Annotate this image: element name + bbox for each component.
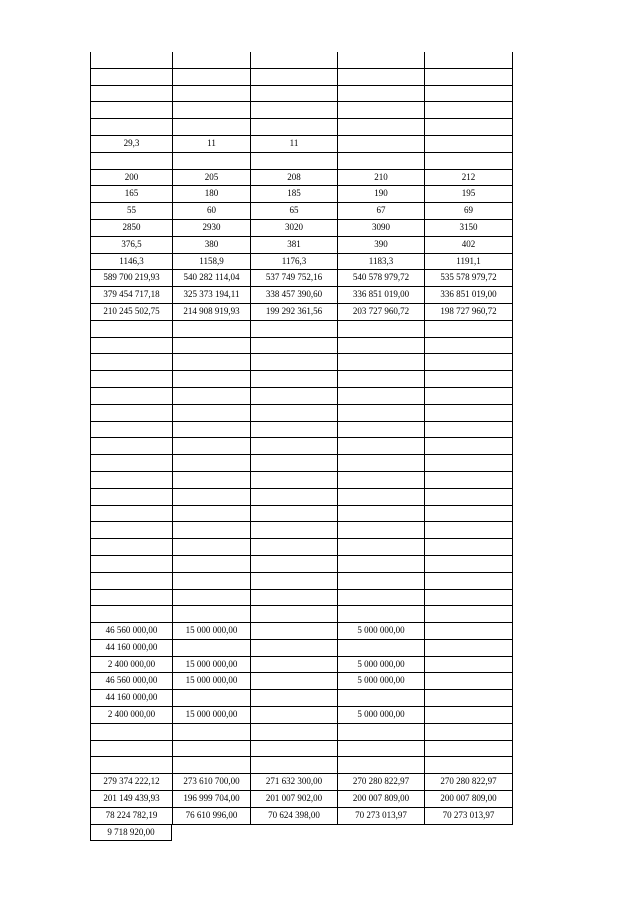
table-row	[90, 455, 513, 472]
table-cell[interactable]	[337, 539, 424, 555]
table-cell[interactable]: 29,3	[90, 136, 172, 152]
table-cell[interactable]: 540 282 114,04	[172, 270, 250, 286]
table-cell[interactable]: 379 454 717,18	[90, 287, 172, 303]
table-cell[interactable]: 69	[424, 203, 513, 219]
table-cell[interactable]: 2850	[90, 220, 172, 236]
table-cell[interactable]	[337, 69, 424, 85]
table-cell[interactable]	[172, 506, 250, 522]
table-cell[interactable]	[172, 455, 250, 471]
table-cell[interactable]: 70 273 013,97	[337, 808, 424, 824]
table-cell[interactable]: 336 851 019,00	[337, 287, 424, 303]
table-cell[interactable]	[90, 86, 172, 102]
table-cell[interactable]	[337, 690, 424, 706]
table-cell[interactable]	[250, 405, 337, 421]
table-cell[interactable]	[90, 472, 172, 488]
table-cell[interactable]: 196 999 704,00	[172, 791, 250, 807]
table-cell[interactable]	[337, 119, 424, 135]
table-row	[90, 472, 513, 489]
table-cell[interactable]	[172, 438, 250, 454]
table-row	[90, 539, 513, 556]
table-cell[interactable]	[172, 321, 250, 337]
table-cell[interactable]	[424, 422, 513, 438]
table-cell[interactable]	[424, 741, 513, 757]
table-cell[interactable]	[337, 472, 424, 488]
table-cell[interactable]	[90, 371, 172, 387]
table-cell[interactable]	[90, 405, 172, 421]
table-cell[interactable]: 205	[172, 170, 250, 186]
table-cell[interactable]: 203 727 960,72	[337, 304, 424, 320]
table-cell[interactable]: 214 908 919,93	[172, 304, 250, 320]
table-cell[interactable]: 15 000 000,00	[172, 673, 250, 689]
table-cell[interactable]: 67	[337, 203, 424, 219]
table-cell[interactable]	[250, 102, 337, 118]
table-cell[interactable]	[172, 102, 250, 118]
table-cell[interactable]	[424, 455, 513, 471]
table-cell[interactable]	[90, 388, 172, 404]
table-cell[interactable]	[90, 522, 172, 538]
table-cell[interactable]: 198 727 960,72	[424, 304, 513, 320]
table-cell[interactable]	[424, 405, 513, 421]
table-cell[interactable]: 2930	[172, 220, 250, 236]
table-cell[interactable]	[172, 86, 250, 102]
table-cell[interactable]	[250, 573, 337, 589]
table-cell[interactable]	[90, 590, 172, 606]
table-cell[interactable]	[424, 136, 513, 152]
table-cell[interactable]: 2 400 000,00	[90, 657, 172, 673]
table-cell[interactable]	[172, 472, 250, 488]
table-cell[interactable]	[172, 338, 250, 354]
table-cell[interactable]	[424, 86, 513, 102]
table-cell[interactable]: 3090	[337, 220, 424, 236]
table-cell[interactable]	[90, 438, 172, 454]
table-row	[90, 657, 513, 674]
table-cell[interactable]	[250, 657, 337, 673]
table-cell[interactable]: 270 280 822,97	[337, 774, 424, 790]
table-cell[interactable]	[337, 573, 424, 589]
table-row	[90, 573, 513, 590]
table-cell[interactable]	[250, 707, 337, 723]
table-cell[interactable]: 60	[172, 203, 250, 219]
table-row	[90, 136, 513, 153]
table-row	[90, 354, 513, 371]
table-cell[interactable]: 380	[172, 237, 250, 253]
table-cell[interactable]	[90, 489, 172, 505]
table-cell[interactable]	[90, 606, 172, 622]
table-cell[interactable]	[337, 338, 424, 354]
table-cell[interactable]	[250, 489, 337, 505]
table-cell[interactable]	[424, 673, 513, 689]
table-row	[90, 186, 513, 203]
table-row	[90, 489, 513, 506]
table-cell[interactable]	[250, 119, 337, 135]
table-cell[interactable]	[424, 506, 513, 522]
table-row	[90, 438, 513, 455]
table-cell[interactable]	[172, 52, 250, 68]
table-cell[interactable]	[172, 388, 250, 404]
table-cell[interactable]	[337, 506, 424, 522]
table-cell[interactable]	[250, 522, 337, 538]
table-cell[interactable]: 65	[250, 203, 337, 219]
table-cell[interactable]	[337, 741, 424, 757]
table-cell[interactable]	[90, 69, 172, 85]
table-row	[90, 405, 513, 422]
table-cell[interactable]	[172, 522, 250, 538]
table-cell[interactable]	[424, 489, 513, 505]
table-cell[interactable]	[90, 102, 172, 118]
table-cell[interactable]	[424, 52, 513, 68]
table-row	[90, 153, 513, 170]
table-cell[interactable]: 1183,3	[337, 254, 424, 270]
table-cell[interactable]	[250, 539, 337, 555]
table-cell[interactable]	[424, 707, 513, 723]
table-cell[interactable]: 199 292 361,56	[250, 304, 337, 320]
table-cell[interactable]	[90, 338, 172, 354]
table-cell[interactable]: 535 578 979,72	[424, 270, 513, 286]
table-cell[interactable]: 165	[90, 186, 172, 202]
table-cell[interactable]	[424, 321, 513, 337]
table-row	[90, 707, 513, 724]
table-cell[interactable]	[337, 522, 424, 538]
table-cell[interactable]	[250, 153, 337, 169]
table-cell[interactable]	[172, 573, 250, 589]
table-cell[interactable]	[172, 724, 250, 740]
table-cell[interactable]	[250, 354, 337, 370]
table-cell[interactable]	[90, 354, 172, 370]
table-cell[interactable]	[250, 724, 337, 740]
table-cell[interactable]	[250, 52, 337, 68]
table-row	[90, 338, 513, 355]
table-cell[interactable]	[250, 371, 337, 387]
table-cell[interactable]	[424, 338, 513, 354]
table-cell[interactable]: 273 610 700,00	[172, 774, 250, 790]
table-cell[interactable]	[250, 455, 337, 471]
table-cell[interactable]: 55	[90, 203, 172, 219]
table-row	[90, 640, 513, 657]
table-cell[interactable]	[337, 640, 424, 656]
table-row	[90, 86, 513, 103]
table-cell[interactable]: 338 457 390,60	[250, 287, 337, 303]
table-cell[interactable]	[424, 690, 513, 706]
table-cell[interactable]: 271 632 300,00	[250, 774, 337, 790]
table-cell[interactable]	[172, 354, 250, 370]
table-row	[90, 304, 513, 321]
table-cell[interactable]: 402	[424, 237, 513, 253]
table-cell[interactable]	[424, 657, 513, 673]
table-cell[interactable]	[172, 539, 250, 555]
table-cell[interactable]	[424, 573, 513, 589]
table-cell[interactable]: 185	[250, 186, 337, 202]
table-cell[interactable]: 11	[250, 136, 337, 152]
table-cell[interactable]	[424, 556, 513, 572]
table-cell[interactable]: 3020	[250, 220, 337, 236]
table-cell[interactable]	[250, 472, 337, 488]
table-cell[interactable]	[337, 590, 424, 606]
table-cell[interactable]	[250, 623, 337, 639]
table-cell[interactable]: 76 610 996,00	[172, 808, 250, 824]
table-row	[90, 741, 513, 758]
table-cell[interactable]	[90, 556, 172, 572]
table-row	[90, 69, 513, 86]
table-cell[interactable]: 190	[337, 186, 424, 202]
table-row	[90, 170, 513, 187]
table-cell[interactable]	[337, 321, 424, 337]
table-cell[interactable]	[90, 321, 172, 337]
table-cell[interactable]	[172, 556, 250, 572]
table-row	[90, 220, 513, 237]
table-cell[interactable]	[172, 489, 250, 505]
table-cell[interactable]	[250, 321, 337, 337]
table-cell[interactable]	[337, 825, 424, 842]
table-cell[interactable]	[337, 388, 424, 404]
table-cell[interactable]: 381	[250, 237, 337, 253]
table-cell[interactable]: 70 624 398,00	[250, 808, 337, 824]
table-cell[interactable]	[250, 438, 337, 454]
table-cell[interactable]	[337, 724, 424, 740]
table-cell[interactable]	[337, 153, 424, 169]
table-row	[90, 422, 513, 439]
table-cell[interactable]	[172, 69, 250, 85]
table-cell[interactable]: 540 578 979,72	[337, 270, 424, 286]
table-row	[90, 52, 513, 69]
table-cell[interactable]	[250, 69, 337, 85]
table-row	[90, 254, 513, 271]
table-cell[interactable]	[250, 86, 337, 102]
table-cell[interactable]	[172, 606, 250, 622]
table-cell[interactable]: 210 245 502,75	[90, 304, 172, 320]
table-cell[interactable]	[424, 724, 513, 740]
table-row	[90, 522, 513, 539]
table-cell[interactable]	[337, 438, 424, 454]
table-cell[interactable]	[424, 371, 513, 387]
table-cell[interactable]	[337, 757, 424, 773]
table-cell[interactable]	[90, 455, 172, 471]
table-cell[interactable]: 5 000 000,00	[337, 707, 424, 723]
table-cell[interactable]: 212	[424, 170, 513, 186]
table-cell[interactable]	[424, 102, 513, 118]
table-row	[90, 388, 513, 405]
table-cell[interactable]	[337, 556, 424, 572]
table-cell[interactable]	[337, 422, 424, 438]
table-cell[interactable]: 200	[90, 170, 172, 186]
table-cell[interactable]: 589 700 219,93	[90, 270, 172, 286]
table-cell[interactable]: 46 560 000,00	[90, 623, 172, 639]
table-row	[90, 203, 513, 220]
table-cell[interactable]	[172, 640, 250, 656]
table-cell[interactable]	[424, 153, 513, 169]
table-cell[interactable]	[424, 539, 513, 555]
table-cell[interactable]	[424, 522, 513, 538]
table-cell[interactable]	[172, 119, 250, 135]
table-row	[90, 808, 513, 825]
table-cell[interactable]	[250, 556, 337, 572]
table-row	[90, 724, 513, 741]
table-cell[interactable]: 1158,9	[172, 254, 250, 270]
table-cell[interactable]	[90, 119, 172, 135]
table-cell[interactable]	[250, 338, 337, 354]
table-cell[interactable]	[337, 86, 424, 102]
table-cell[interactable]: 201 149 439,93	[90, 791, 172, 807]
table-row	[90, 791, 513, 808]
table-cell[interactable]	[172, 590, 250, 606]
table-cell[interactable]	[424, 757, 513, 773]
table-cell[interactable]: 11	[172, 136, 250, 152]
table-cell[interactable]: 180	[172, 186, 250, 202]
table-cell[interactable]	[90, 153, 172, 169]
table-cell[interactable]: 201 007 902,00	[250, 791, 337, 807]
table-cell[interactable]	[172, 757, 250, 773]
table-row	[90, 606, 513, 623]
table-cell[interactable]	[90, 506, 172, 522]
table-cell[interactable]	[337, 52, 424, 68]
table-cell[interactable]	[424, 640, 513, 656]
table-cell[interactable]	[424, 119, 513, 135]
table-cell[interactable]	[250, 690, 337, 706]
table-cell[interactable]	[90, 757, 172, 773]
table-cell[interactable]	[172, 741, 250, 757]
table-cell[interactable]	[424, 354, 513, 370]
table-cell[interactable]	[337, 354, 424, 370]
table-cell[interactable]	[250, 825, 337, 842]
table-row	[90, 102, 513, 119]
table-row	[90, 506, 513, 523]
table-row	[90, 237, 513, 254]
table-cell[interactable]: 1146,3	[90, 254, 172, 270]
table-cell[interactable]: 44 160 000,00	[90, 640, 172, 656]
table-row	[90, 119, 513, 136]
table-cell[interactable]	[172, 405, 250, 421]
table-row	[90, 321, 513, 338]
table-row	[90, 690, 513, 707]
table-cell[interactable]	[250, 606, 337, 622]
table-row	[90, 287, 513, 304]
table-cell[interactable]: 5 000 000,00	[337, 623, 424, 639]
table-cell[interactable]: 336 851 019,00	[424, 287, 513, 303]
table-cell[interactable]	[424, 590, 513, 606]
table-cell[interactable]: 70 273 013,97	[424, 808, 513, 824]
table-cell[interactable]	[250, 506, 337, 522]
table-cell[interactable]	[250, 757, 337, 773]
table-cell[interactable]: 15 000 000,00	[172, 657, 250, 673]
table-cell[interactable]	[424, 623, 513, 639]
table-cell[interactable]: 200 007 809,00	[337, 791, 424, 807]
table-cell[interactable]: 200 007 809,00	[424, 791, 513, 807]
table-cell[interactable]	[424, 438, 513, 454]
table-row	[90, 556, 513, 573]
table-cell[interactable]: 210	[337, 170, 424, 186]
table-cell[interactable]: 325 373 194,11	[172, 287, 250, 303]
table-cell[interactable]	[250, 422, 337, 438]
table-cell[interactable]	[337, 405, 424, 421]
table-cell[interactable]	[250, 673, 337, 689]
table-cell[interactable]	[424, 825, 513, 842]
table-cell[interactable]	[90, 573, 172, 589]
table-cell[interactable]	[424, 472, 513, 488]
table-cell[interactable]: 5 000 000,00	[337, 657, 424, 673]
table-row	[90, 590, 513, 607]
table-cell[interactable]: 1191,1	[424, 254, 513, 270]
table-cell[interactable]	[90, 539, 172, 555]
table-cell[interactable]	[250, 741, 337, 757]
table-cell[interactable]	[337, 606, 424, 622]
table-cell[interactable]	[172, 422, 250, 438]
table-cell[interactable]: 376,5	[90, 237, 172, 253]
table-cell[interactable]: 2 400 000,00	[90, 707, 172, 723]
table-cell[interactable]	[172, 153, 250, 169]
table-cell[interactable]: 537 749 752,16	[250, 270, 337, 286]
table-cell[interactable]	[337, 102, 424, 118]
table-row	[90, 270, 513, 287]
table-cell[interactable]: 208	[250, 170, 337, 186]
table-cell[interactable]: 1176,3	[250, 254, 337, 270]
table-cell[interactable]: 44 160 000,00	[90, 690, 172, 706]
table-cell[interactable]	[172, 825, 250, 842]
table-row	[90, 774, 513, 791]
table-cell[interactable]	[337, 136, 424, 152]
table-cell[interactable]	[172, 371, 250, 387]
table-cell[interactable]: 270 280 822,97	[424, 774, 513, 790]
table-cell[interactable]: 5 000 000,00	[337, 673, 424, 689]
table-cell[interactable]	[424, 388, 513, 404]
table-cell[interactable]	[337, 371, 424, 387]
table-cell[interactable]: 3150	[424, 220, 513, 236]
table-cell[interactable]: 46 560 000,00	[90, 673, 172, 689]
table-cell[interactable]	[337, 489, 424, 505]
table-cell[interactable]: 15 000 000,00	[172, 707, 250, 723]
table-row	[90, 623, 513, 640]
table-row	[90, 757, 513, 774]
table-cell[interactable]: 195	[424, 186, 513, 202]
table-cell[interactable]: 390	[337, 237, 424, 253]
table-cell[interactable]	[90, 422, 172, 438]
table-cell[interactable]	[337, 455, 424, 471]
table-cell[interactable]	[250, 590, 337, 606]
table-cell[interactable]	[90, 52, 172, 68]
table-cell[interactable]	[424, 606, 513, 622]
table-cell[interactable]: 9 718 920,00	[90, 825, 172, 842]
table-row	[90, 825, 513, 842]
table-cell[interactable]: 15 000 000,00	[172, 623, 250, 639]
table-cell[interactable]	[90, 724, 172, 740]
spreadsheet-table	[90, 52, 513, 841]
table-cell[interactable]: 279 374 222,12	[90, 774, 172, 790]
table-row	[90, 371, 513, 388]
table-row	[90, 673, 513, 690]
table-cell[interactable]	[172, 690, 250, 706]
table-cell[interactable]	[250, 388, 337, 404]
table-cell[interactable]	[250, 640, 337, 656]
table-cell[interactable]	[424, 69, 513, 85]
table-cell[interactable]: 78 224 782,19	[90, 808, 172, 824]
table-cell[interactable]	[90, 741, 172, 757]
